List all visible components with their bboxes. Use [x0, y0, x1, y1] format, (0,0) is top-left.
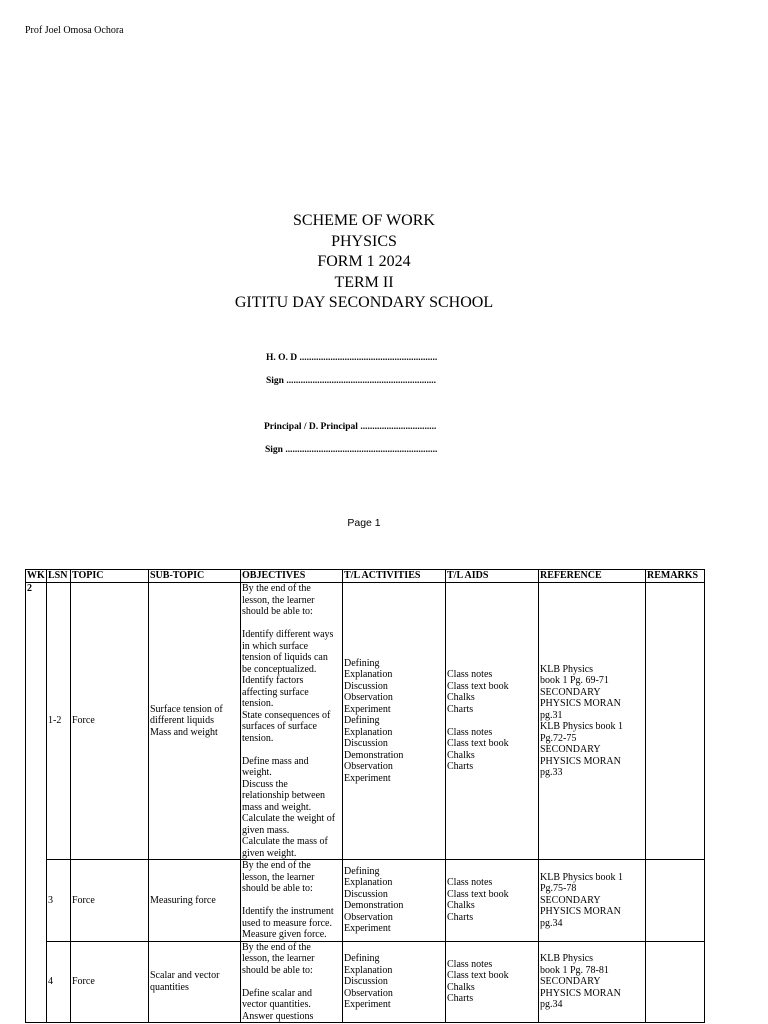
title-scheme-of-work: SCHEME OF WORK [293, 212, 435, 229]
cell-text-line: Mass and weight [150, 726, 218, 738]
cell-text-line: quantities [150, 981, 189, 993]
cell-text-line: Defining [344, 953, 380, 964]
cell-text-line: book 1 Pg. 69-71 [540, 675, 609, 686]
cell-text-line: Explanation [344, 877, 393, 889]
title-form-year: FORM 1 2024 [317, 253, 411, 270]
activities-cell [343, 941, 446, 1023]
cell-text-line: Explanation [344, 669, 393, 681]
aids-cell [446, 941, 539, 1023]
lsn-cell: 3 [47, 860, 71, 942]
page-number: Page 1 [347, 517, 381, 529]
blank-line [447, 715, 538, 727]
cell-text-line: Discuss the [242, 778, 288, 790]
cell-text-line: tension. [242, 698, 274, 709]
cell-text-line: weight. [242, 767, 272, 778]
table-header-row [26, 570, 705, 583]
cell-text-line: Charts [447, 911, 474, 923]
table-row [26, 941, 705, 1023]
cell-text-line: tension. [242, 732, 274, 744]
cell-text-line: affecting surface [242, 686, 309, 698]
cell-text-line: pg.34 [540, 917, 563, 929]
cell-text-line: Experiment [344, 772, 391, 784]
header-tl-activities: T/L ACTIVITIES [343, 570, 446, 583]
cell-text-line: Experiment [344, 999, 391, 1010]
lsn-cell: 1-2 [47, 583, 71, 860]
topic-cell: Force [71, 860, 149, 942]
remarks-cell [646, 583, 705, 860]
cell-text-line: KLB Physics book 1 [540, 721, 624, 732]
aids-cell [446, 583, 539, 860]
objectives-cell [241, 583, 343, 860]
header-lsn: LSN [47, 570, 71, 583]
header-wk: WK [27, 570, 45, 582]
cell-text-line: Chalks [447, 749, 475, 761]
reference-cell [539, 941, 646, 1023]
cell-text-line: Answer questions [242, 1010, 314, 1022]
cell-text-line: be conceptualized. [242, 663, 317, 675]
cell-text-line: Discussion [344, 976, 388, 987]
cell-text-line: Identify factors [242, 675, 304, 686]
cell-text-line: pg.34 [540, 999, 563, 1010]
title-term: TERM II [334, 273, 394, 291]
cell-text-line: given weight. [242, 847, 297, 859]
remarks-cell [646, 860, 705, 942]
cell-text-line: Chalks [447, 692, 475, 704]
cell-text-line: By the end of the [242, 583, 311, 594]
cell-text-line: Surface tension of [150, 703, 223, 715]
cell-text-line: should be able to: [242, 606, 313, 617]
cell-text-line: lesson, the learner [242, 594, 315, 606]
cell-text-line: Observation [344, 692, 393, 704]
principal-signature-line: Principal / D. Principal ................................ [264, 422, 437, 432]
objectives-cell [241, 860, 343, 942]
cell-text-line: Explanation [344, 726, 393, 738]
cell-text-line: Class notes [447, 726, 493, 738]
header-reference: REFERENCE [539, 570, 646, 583]
cell-text-line: used to measure force. [242, 917, 332, 929]
cell-text-line: Identify different ways [242, 629, 334, 640]
activities-cell [343, 583, 446, 860]
cell-text-line: Discussion [344, 738, 388, 750]
cell-text-line: Measure given force. [242, 929, 327, 940]
blank-line [242, 895, 342, 907]
cell-text-line: PHYSICS MORAN [540, 906, 621, 917]
cell-text-line: State consequences of [242, 709, 331, 721]
cell-text-line: pg.33 [540, 767, 563, 778]
cell-text-line: Defining [344, 865, 380, 877]
header-objectives: OBJECTIVES [241, 570, 343, 583]
lsn-cell: 4 [47, 941, 71, 1023]
cell-text-line: Discussion [344, 680, 388, 692]
cell-text-line: surfaces of surface [242, 721, 317, 732]
reference-cell [539, 583, 646, 860]
cell-text-line: Pg.75-78 [540, 883, 577, 894]
cell-text-line: Charts [447, 703, 474, 715]
cell-text-line: Calculate the weight of [242, 813, 336, 824]
table-row [26, 583, 705, 860]
cell-text-line: PHYSICS MORAN [540, 755, 621, 767]
cell-text-line: By the end of the [242, 941, 311, 953]
cell-text-line: lesson, the learner [242, 953, 315, 964]
activities-cell [343, 860, 446, 942]
cell-text-line: Experiment [344, 923, 391, 935]
cell-text-line: Class notes [447, 958, 493, 970]
cell-text-line: Observation [344, 911, 393, 923]
cell-text-line: Observation [344, 987, 393, 999]
cell-text-line: PHYSICS MORAN [540, 987, 621, 999]
cell-text-line: Defining [344, 657, 380, 669]
header-topic: TOPIC [71, 570, 149, 583]
cell-text-line: pg.31 [540, 709, 563, 721]
cell-text-line: in which surface [242, 640, 309, 652]
cell-text-line: KLB Physics book 1 [540, 871, 624, 883]
cell-text-line: mass and weight. [242, 801, 312, 813]
cell-text-line: Identify the instrument [242, 906, 334, 917]
subtopic-cell [149, 583, 241, 860]
cell-text-line: Demonstration [344, 749, 404, 761]
aids-cell [446, 860, 539, 942]
cell-text-line: Define mass and [242, 755, 309, 767]
cell-text-line: Experiment [344, 703, 391, 715]
cell-text-line: Charts [447, 993, 474, 1005]
cell-text-line: Pg.72-75 [540, 732, 577, 744]
cell-text-line: Observation [344, 761, 393, 773]
cell-text-line: Calculate the mass of [242, 836, 328, 847]
cell-text-line: SECONDARY [540, 686, 601, 698]
cell-text-line: vector quantities. [242, 999, 311, 1010]
cell-text-line: Charts [447, 761, 474, 773]
topic-cell: Force [71, 941, 149, 1023]
cell-text-line: Define scalar and [242, 987, 312, 999]
hod-signature-line: H. O. D .......................................................... [266, 353, 438, 363]
blank-line [242, 744, 342, 756]
cell-text-line: Scalar and vector [150, 970, 220, 982]
title-subject: PHYSICS [331, 232, 397, 250]
cell-text-line: tension of liquids can [242, 652, 328, 663]
cell-text-line: PHYSICS MORAN [540, 698, 621, 709]
cell-text-line: KLB Physics [540, 953, 594, 964]
cell-text-line: Class text book [447, 680, 509, 692]
cell-text-line: SECONDARY [540, 744, 601, 755]
cell-text-line: book 1 Pg. 78-81 [540, 964, 609, 976]
cell-text-line: Measuring force [150, 894, 216, 906]
document-author: Prof Joel Omosa Ochora [25, 25, 124, 36]
cell-text-line: Discussion [344, 888, 388, 900]
cell-text-line: Defining [344, 715, 380, 727]
subtopic-cell [149, 941, 241, 1023]
cell-text-line: By the end of the [242, 860, 311, 871]
blank-line [242, 976, 342, 988]
cell-text-line: Class notes [447, 877, 493, 889]
header-sub-topic: SUB-TOPIC [149, 570, 241, 583]
remarks-cell [646, 941, 705, 1023]
document-title-block [0, 211, 728, 314]
cell-text-line: Explanation [344, 964, 393, 976]
topic-cell: Force [71, 583, 149, 860]
cell-text-line: Class text book [447, 888, 509, 900]
cell-text-line: given mass. [242, 824, 290, 836]
table-row [26, 860, 705, 942]
cell-text-line: different liquids [150, 715, 214, 727]
header-remarks: REMARKS [646, 570, 705, 583]
cell-text-line: should be able to: [242, 883, 313, 894]
scheme-table [25, 569, 705, 1023]
cell-text-line: Class text book [447, 738, 509, 750]
cell-text-line: SECONDARY [540, 894, 601, 906]
cell-text-line: Chalks [447, 981, 475, 993]
cell-text-line: KLB Physics [540, 663, 594, 675]
reference-cell [539, 860, 646, 942]
cell-text-line: should be able to: [242, 964, 313, 976]
hod-sign-line: Sign ............................................................... [266, 376, 436, 386]
cell-text-line: Chalks [447, 900, 475, 912]
objectives-cell [241, 941, 343, 1023]
header-tl-aids: T/L AIDS [446, 570, 539, 583]
week-cell: 2 [26, 583, 47, 1023]
cell-text-line: Class text book [447, 970, 509, 982]
subtopic-cell [149, 860, 241, 942]
blank-line [242, 618, 342, 630]
cell-text-line: Demonstration [344, 900, 404, 912]
principal-sign-line: Sign ................................................................ [265, 445, 438, 455]
cell-text-line: lesson, the learner [242, 871, 315, 883]
cell-text-line: relationship between [242, 790, 326, 801]
title-school: GITITU DAY SECONDARY SCHOOL [234, 294, 494, 311]
cell-text-line: Class notes [447, 669, 493, 681]
cell-text-line: SECONDARY [540, 976, 601, 987]
